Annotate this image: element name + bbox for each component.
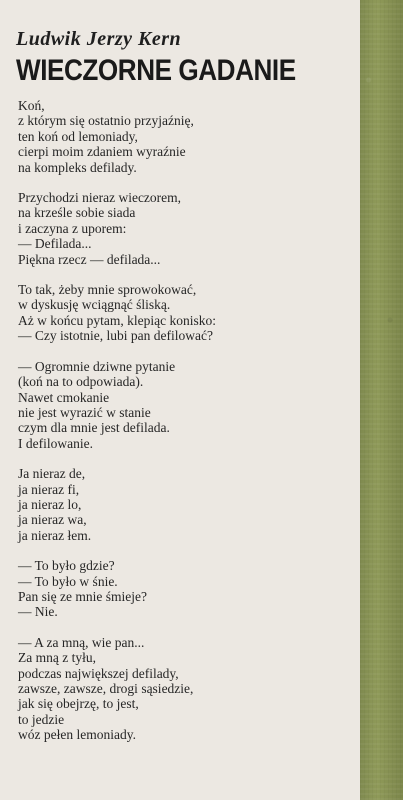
poem-line: — A za mną, wie pan... [18,634,145,650]
stanza [18,466,348,543]
stanza [18,282,348,344]
stanza [18,558,348,620]
poem-body [18,98,348,758]
poem-line: Koń, [18,98,45,113]
poem-line: ja nieraz wa, [18,512,87,528]
stanza [18,635,348,743]
poem-line: Przychodzi nieraz wieczorem, [18,190,182,206]
poem-line: to jedzie [18,711,65,727]
poem-line: — Ogromnie dziwne pytanie [18,358,176,374]
poem-line: w dyskusję wciągnąć śliską. [18,297,171,313]
poem-line: podczas największej defilady, [18,665,179,681]
poem-line: I defilowanie. [18,435,93,451]
poem-title: WIECZORNE GADANIE [16,54,296,87]
poem-line: — Czy istotnie, lubi pan defilować? [18,328,213,344]
poem-line: ja nieraz lo, [18,496,82,512]
poem-line: z którym się ostatnio przyjaźnię, [18,113,194,129]
poem-line: zawsze, zawsze, drogi sąsiedzie, [18,681,194,696]
poem-line: na kompleks defilady. [18,159,137,175]
stanza [18,359,348,451]
poem-line: Ja nieraz de, [18,466,86,482]
poem-line: czym dla mnie jest defilada. [18,420,170,436]
poem-line: — To było w śnie. [18,573,118,589]
poem-line: Pan się ze mnie śmieje? [18,588,147,604]
poem-line: Piękna rzecz — defilada... [18,251,161,267]
poem-line: ja nieraz łem. [18,527,92,543]
poem-line: jak się obejrzę, to jest, [18,696,139,712]
poem-line: i zaczyna z uporem: [18,220,127,236]
poem-line: — Nie. [18,604,58,620]
poem-line: nie jest wyrazić w stanie [18,404,151,420]
poem-line: ja nieraz fi, [18,481,80,497]
poem-line: Aż w końcu pytam, klepiąc konisko: [18,312,216,328]
poem-line: — Defilada... [18,236,92,252]
stanza [18,98,348,175]
poem-line: na krześle sobie siada [18,205,136,221]
poem-line: wóz pełen lemoniady. [18,727,136,743]
poem-line: Nawet cmokanie [18,389,110,405]
poem-line: ten koń od lemoniady, [18,128,138,144]
poem-line: Za mną z tyłu, [18,650,96,666]
poem-line: — To było gdzie? [18,558,115,574]
stanza [18,190,348,267]
green-border-strip [360,0,403,800]
author-name: Ludwik Jerzy Kern [16,28,182,50]
poem-line: To tak, żeby mnie sprowokować, [18,282,197,298]
poem-line: cierpi moim zdaniem wyraźnie [18,144,186,160]
poem-line: (koń na to odpowiada). [18,374,144,390]
